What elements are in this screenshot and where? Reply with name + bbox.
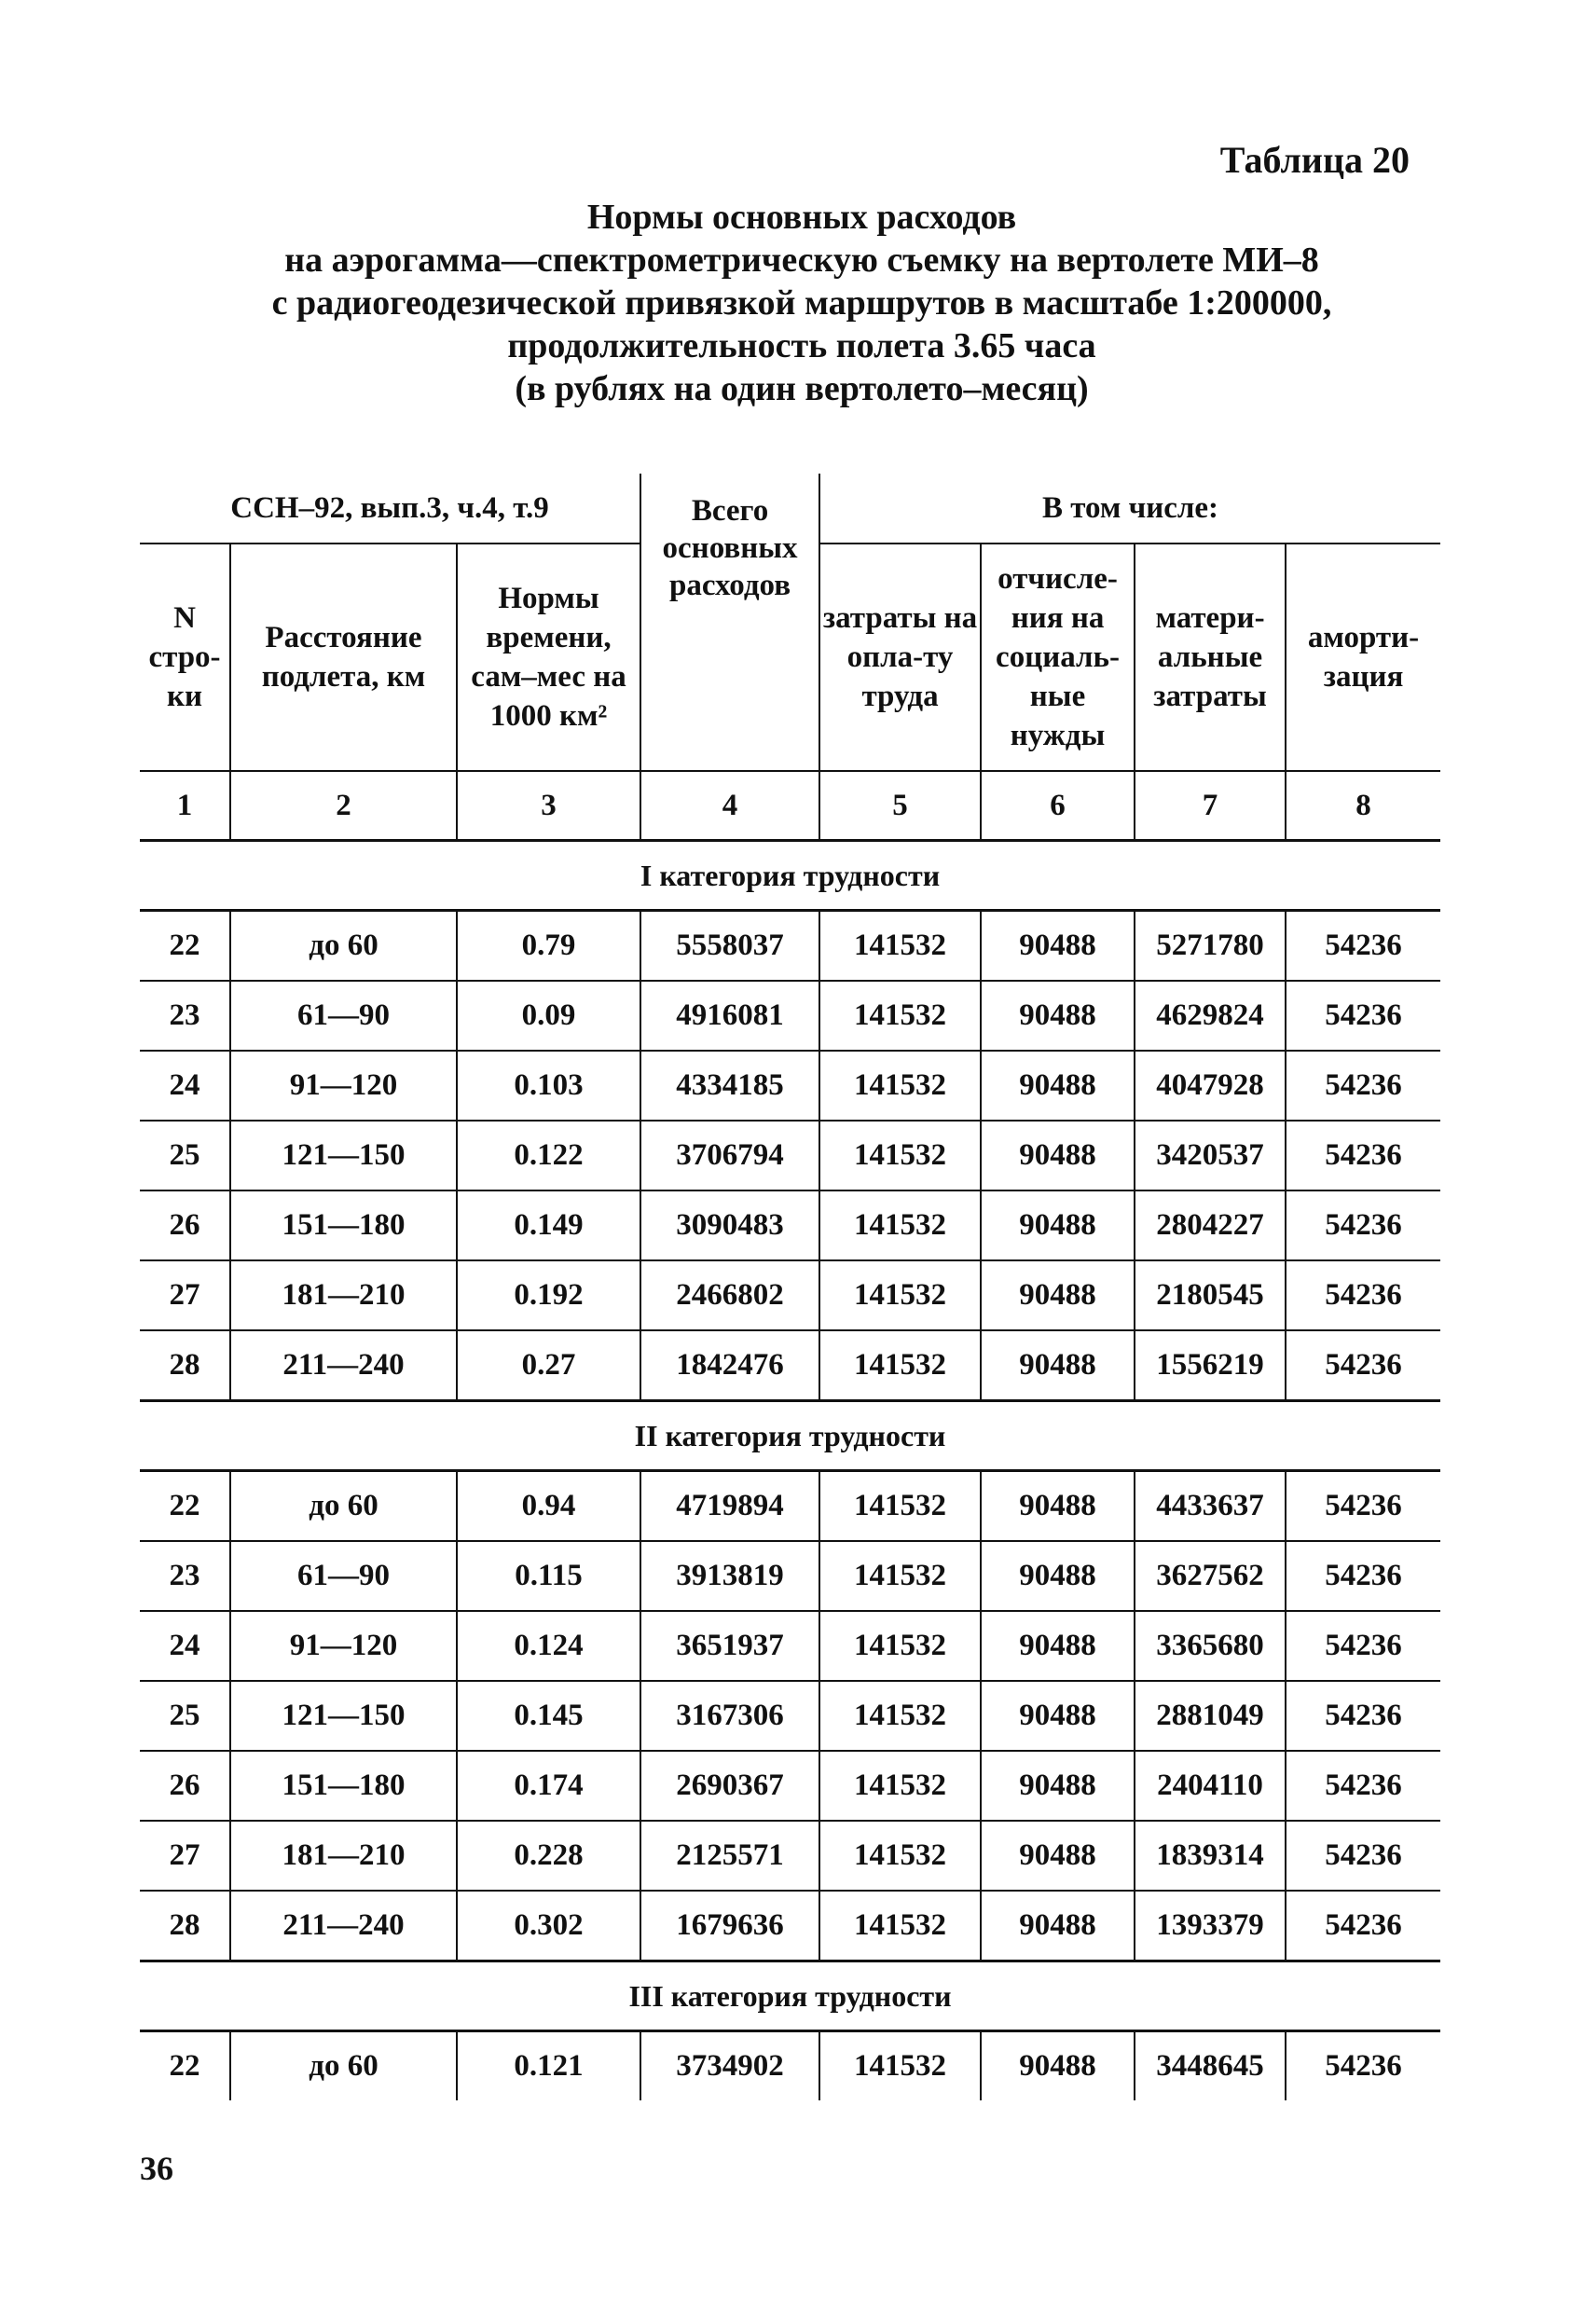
table-row bbox=[140, 1260, 1440, 1330]
material-costs-cell: 3365680 bbox=[1135, 1611, 1286, 1681]
material-costs-cell: 2180545 bbox=[1135, 1260, 1286, 1330]
total-costs-cell: 2466802 bbox=[640, 1260, 819, 1330]
row-number-cell: 28 bbox=[140, 1891, 230, 1961]
social-charges-cell: 90488 bbox=[981, 1471, 1135, 1542]
social-charges-cell: 90488 bbox=[981, 1121, 1135, 1190]
amortization-cell: 54236 bbox=[1286, 1891, 1440, 1961]
row-number-cell: 22 bbox=[140, 1471, 230, 1542]
amortization-cell: 54236 bbox=[1286, 911, 1440, 982]
labor-costs-cell: 141532 bbox=[819, 1681, 981, 1751]
labor-costs-cell: 141532 bbox=[819, 981, 981, 1051]
title-line: с радиогеодезической привязкой маршрутов в масштабе 1:200000, bbox=[271, 283, 1332, 323]
social-charges-cell: 90488 bbox=[981, 1681, 1135, 1751]
table-row bbox=[140, 1681, 1440, 1751]
labor-costs-cell: 141532 bbox=[819, 1051, 981, 1121]
material-costs-cell: 1839314 bbox=[1135, 1821, 1286, 1891]
labor-costs-cell: 141532 bbox=[819, 1330, 981, 1401]
material-costs-cell: 1556219 bbox=[1135, 1330, 1286, 1401]
column-number: 1 bbox=[140, 771, 230, 841]
page-number: 36 bbox=[140, 2150, 173, 2187]
time-norm-cell: 0.145 bbox=[457, 1681, 640, 1751]
time-norm-cell: 0.121 bbox=[457, 2031, 640, 2101]
distance-cell: до 60 bbox=[230, 2031, 457, 2101]
header-amortization: аморти-зация bbox=[1286, 544, 1440, 771]
material-costs-cell: 4433637 bbox=[1135, 1471, 1286, 1542]
header-including: В том числе: bbox=[819, 474, 1440, 544]
category-title: II категория трудности bbox=[140, 1401, 1440, 1471]
amortization-cell: 54236 bbox=[1286, 1471, 1440, 1542]
social-charges-cell: 90488 bbox=[981, 2031, 1135, 2101]
table-row bbox=[140, 1471, 1440, 1542]
time-norm-cell: 0.94 bbox=[457, 1471, 640, 1542]
labor-costs-cell: 141532 bbox=[819, 1121, 981, 1190]
table-title bbox=[186, 196, 1417, 410]
total-costs-cell: 3167306 bbox=[640, 1681, 819, 1751]
column-number: 5 bbox=[819, 771, 981, 841]
title-line: на аэрогамма—спектрометрическую съемку на вертолете МИ–8 bbox=[284, 241, 1319, 280]
row-number-cell: 27 bbox=[140, 1821, 230, 1891]
distance-cell: 181—210 bbox=[230, 1821, 457, 1891]
social-charges-cell: 90488 bbox=[981, 1541, 1135, 1611]
table-row bbox=[140, 1121, 1440, 1190]
total-costs-cell: 1842476 bbox=[640, 1330, 819, 1401]
title-line: Нормы основных расходов bbox=[586, 198, 1017, 237]
table-row bbox=[140, 1190, 1440, 1260]
row-number-cell: 24 bbox=[140, 1051, 230, 1121]
amortization-cell: 54236 bbox=[1286, 981, 1440, 1051]
material-costs-cell: 3420537 bbox=[1135, 1121, 1286, 1190]
material-costs-cell: 3448645 bbox=[1135, 2031, 1286, 2101]
distance-cell: 151—180 bbox=[230, 1190, 457, 1260]
total-costs-cell: 3090483 bbox=[640, 1190, 819, 1260]
labor-costs-cell: 141532 bbox=[819, 1751, 981, 1821]
header-social-charges: отчисле-ния на социаль-ные нужды bbox=[981, 544, 1135, 771]
social-charges-cell: 90488 bbox=[981, 1051, 1135, 1121]
total-costs-cell: 3706794 bbox=[640, 1121, 819, 1190]
time-norm-cell: 0.174 bbox=[457, 1751, 640, 1821]
labor-costs-cell: 141532 bbox=[819, 1821, 981, 1891]
amortization-cell: 54236 bbox=[1286, 1541, 1440, 1611]
distance-cell: 91—120 bbox=[230, 1611, 457, 1681]
amortization-cell: 54236 bbox=[1286, 1821, 1440, 1891]
time-norm-cell: 0.149 bbox=[457, 1190, 640, 1260]
amortization-cell: 54236 bbox=[1286, 1121, 1440, 1190]
amortization-cell: 54236 bbox=[1286, 1611, 1440, 1681]
row-number-cell: 23 bbox=[140, 981, 230, 1051]
time-norm-cell: 0.122 bbox=[457, 1121, 640, 1190]
distance-cell: 91—120 bbox=[230, 1051, 457, 1121]
labor-costs-cell: 141532 bbox=[819, 1190, 981, 1260]
material-costs-cell: 3627562 bbox=[1135, 1541, 1286, 1611]
total-costs-cell: 2125571 bbox=[640, 1821, 819, 1891]
row-number-cell: 25 bbox=[140, 1681, 230, 1751]
time-norm-cell: 0.09 bbox=[457, 981, 640, 1051]
social-charges-cell: 90488 bbox=[981, 1751, 1135, 1821]
column-number: 2 bbox=[230, 771, 457, 841]
column-number: 6 bbox=[981, 771, 1135, 841]
distance-cell: до 60 bbox=[230, 1471, 457, 1542]
material-costs-cell: 2804227 bbox=[1135, 1190, 1286, 1260]
amortization-cell: 54236 bbox=[1286, 1051, 1440, 1121]
distance-cell: 211—240 bbox=[230, 1891, 457, 1961]
total-costs-cell: 4719894 bbox=[640, 1471, 819, 1542]
social-charges-cell: 90488 bbox=[981, 1821, 1135, 1891]
amortization-cell: 54236 bbox=[1286, 1681, 1440, 1751]
distance-cell: 121—150 bbox=[230, 1121, 457, 1190]
header-material-costs: матери-альные затраты bbox=[1135, 544, 1286, 771]
labor-costs-cell: 141532 bbox=[819, 1541, 981, 1611]
social-charges-cell: 90488 bbox=[981, 911, 1135, 982]
column-number: 7 bbox=[1135, 771, 1286, 841]
row-number-cell: 26 bbox=[140, 1190, 230, 1260]
amortization-cell: 54236 bbox=[1286, 1751, 1440, 1821]
table-row bbox=[140, 1541, 1440, 1611]
amortization-cell: 54236 bbox=[1286, 1330, 1440, 1401]
header-time-norms: Нормы времени, сам–мес на 1000 км² bbox=[457, 544, 640, 771]
total-costs-cell: 1679636 bbox=[640, 1891, 819, 1961]
time-norm-cell: 0.103 bbox=[457, 1051, 640, 1121]
row-number-cell: 22 bbox=[140, 911, 230, 982]
material-costs-cell: 5271780 bbox=[1135, 911, 1286, 982]
amortization-cell: 54236 bbox=[1286, 1260, 1440, 1330]
amortization-cell: 54236 bbox=[1286, 2031, 1440, 2101]
time-norm-cell: 0.27 bbox=[457, 1330, 640, 1401]
column-number: 3 bbox=[457, 771, 640, 841]
material-costs-cell: 2881049 bbox=[1135, 1681, 1286, 1751]
title-line: продолжительность полета 3.65 часа bbox=[507, 326, 1096, 365]
distance-cell: 181—210 bbox=[230, 1260, 457, 1330]
category-title: I категория трудности bbox=[140, 841, 1440, 911]
table-label: Таблица 20 bbox=[1219, 139, 1410, 181]
table-row bbox=[140, 981, 1440, 1051]
category-header-row bbox=[140, 1961, 1440, 2031]
labor-costs-cell: 141532 bbox=[819, 2031, 981, 2101]
social-charges-cell: 90488 bbox=[981, 981, 1135, 1051]
header-labor-costs: затраты на опла-ту труда bbox=[819, 544, 981, 771]
header-row-number: N стро-ки bbox=[148, 601, 221, 713]
material-costs-cell: 2404110 bbox=[1135, 1751, 1286, 1821]
total-costs-cell: 4916081 bbox=[640, 981, 819, 1051]
norms-table bbox=[140, 474, 1440, 2100]
table-row bbox=[140, 1821, 1440, 1891]
table-row bbox=[140, 1611, 1440, 1681]
row-number-cell: 24 bbox=[140, 1611, 230, 1681]
distance-cell: 151—180 bbox=[230, 1751, 457, 1821]
column-number: 4 bbox=[640, 771, 819, 841]
material-costs-cell: 4629824 bbox=[1135, 981, 1286, 1051]
social-charges-cell: 90488 bbox=[981, 1260, 1135, 1330]
material-costs-cell: 1393379 bbox=[1135, 1891, 1286, 1961]
table-row bbox=[140, 1330, 1440, 1401]
total-costs-cell: 4334185 bbox=[640, 1051, 819, 1121]
social-charges-cell: 90488 bbox=[981, 1891, 1135, 1961]
row-number-cell: 25 bbox=[140, 1121, 230, 1190]
column-number-row bbox=[140, 771, 1440, 841]
time-norm-cell: 0.302 bbox=[457, 1891, 640, 1961]
total-costs-cell: 3734902 bbox=[640, 2031, 819, 2101]
total-costs-cell: 5558037 bbox=[640, 911, 819, 982]
time-norm-cell: 0.228 bbox=[457, 1821, 640, 1891]
total-costs-cell: 3651937 bbox=[640, 1611, 819, 1681]
table-row bbox=[140, 911, 1440, 982]
row-number-cell: 26 bbox=[140, 1751, 230, 1821]
distance-cell: до 60 bbox=[230, 911, 457, 982]
time-norm-cell: 0.192 bbox=[457, 1260, 640, 1330]
time-norm-cell: 0.115 bbox=[457, 1541, 640, 1611]
social-charges-cell: 90488 bbox=[981, 1190, 1135, 1260]
total-costs-cell: 3913819 bbox=[640, 1541, 819, 1611]
time-norm-cell: 0.124 bbox=[457, 1611, 640, 1681]
distance-cell: 61—90 bbox=[230, 981, 457, 1051]
row-number-cell: 22 bbox=[169, 2049, 200, 2083]
title-line: (в рублях на один вертолето–месяц) bbox=[515, 369, 1089, 408]
row-number-cell: 28 bbox=[140, 1330, 230, 1401]
row-number-cell: 23 bbox=[140, 1541, 230, 1611]
table-row bbox=[140, 1891, 1440, 1961]
table-row bbox=[140, 1051, 1440, 1121]
header-total: Всего основных расходов bbox=[640, 474, 819, 771]
table-row bbox=[140, 1751, 1440, 1821]
material-costs-cell: 4047928 bbox=[1135, 1051, 1286, 1121]
category-header-row bbox=[140, 841, 1440, 911]
category-header-row bbox=[140, 1401, 1440, 1471]
distance-cell: 61—90 bbox=[230, 1541, 457, 1611]
time-norm-cell: 0.79 bbox=[457, 911, 640, 982]
social-charges-cell: 90488 bbox=[981, 1330, 1135, 1401]
labor-costs-cell: 141532 bbox=[819, 1471, 981, 1542]
distance-cell: 211—240 bbox=[230, 1330, 457, 1401]
labor-costs-cell: 141532 bbox=[819, 1611, 981, 1681]
header-distance: Расстояние подлета, км bbox=[230, 544, 457, 771]
amortization-cell: 54236 bbox=[1286, 1190, 1440, 1260]
header-row-group bbox=[140, 474, 1440, 544]
labor-costs-cell: 141532 bbox=[819, 1891, 981, 1961]
social-charges-cell: 90488 bbox=[981, 1611, 1135, 1681]
labor-costs-cell: 141532 bbox=[819, 1260, 981, 1330]
total-costs-cell: 2690367 bbox=[640, 1751, 819, 1821]
distance-cell: 121—150 bbox=[230, 1681, 457, 1751]
category-title: III категория трудности bbox=[140, 1961, 1440, 2031]
header-source: ССН–92, вып.3, ч.4, т.9 bbox=[140, 474, 640, 544]
labor-costs-cell: 141532 bbox=[819, 911, 981, 982]
column-number: 8 bbox=[1286, 771, 1440, 841]
table-row bbox=[140, 2031, 1440, 2101]
row-number-cell: 27 bbox=[140, 1260, 230, 1330]
